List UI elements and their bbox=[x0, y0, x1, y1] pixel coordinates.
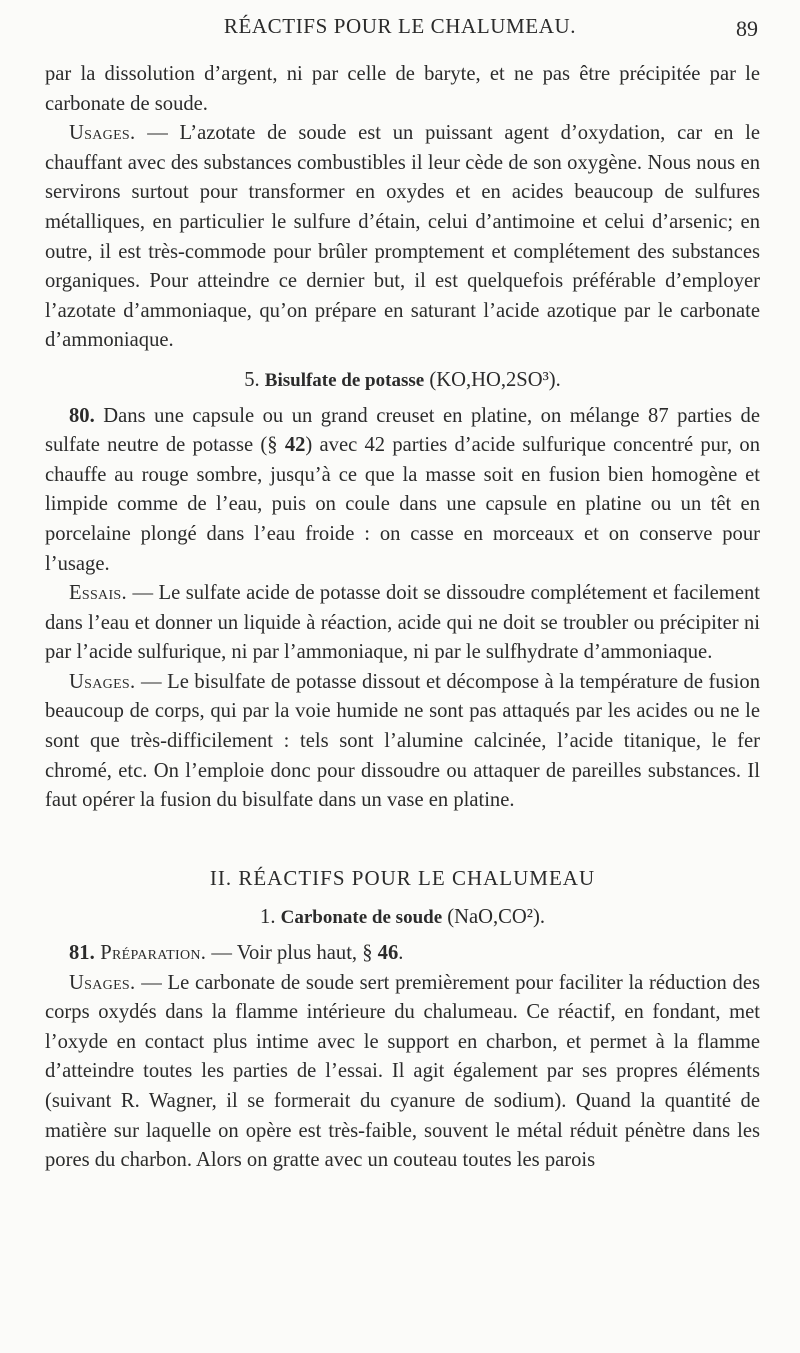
label-usages: Usages. bbox=[69, 670, 136, 693]
paragraph-usages-azotate: Usages. — L’azotate de soude est un puissant agent d’oxydation, car en le chauffant avec des substances combustibles il leur cède de son oxygène. Nous nous en servirons surtout pour transformer en oxydes et en acides beaucoup de sulfures métalliques, en particulier le sulfure d’étain, celui d’antimoine et celui d’arsenic; en outre, il est très-commode pour brûler promptement et complétement des substances organiques. Pour atteindre ce dernier but, il est quelquefois préférable d’employer l’azotate d’ammoniaque, qu’on prépare en saturant l’acide azotique par le carbonate d’ammoniaque. bbox=[45, 122, 760, 352]
label-usages: Usages. bbox=[69, 971, 136, 994]
label-usages: Usages. bbox=[69, 122, 136, 145]
heading-carbonate: 1. Carbonate de soude (NaO,CO²). bbox=[260, 906, 545, 929]
paragraph-81: 81. Préparation. — Voir plus haut, § 46. bbox=[69, 942, 404, 965]
section-ref: 46 bbox=[377, 942, 399, 965]
section-ref: 42 bbox=[284, 434, 306, 457]
paragraph-number: 81. bbox=[69, 942, 95, 965]
paragraph-usages-bisulfate: Usages. — Le bisulfate de potasse dissout et décompose à la température de fusion beaucoup de corps, qui par la voie humide ne sont pas attaqués par les acides ou ne le sont que très-difficilement : tels sont l’alumine calcinée, l’acide titanique, le fer chromé, etc. On l’emploie donc pour dissoudre ou attaquer de pareilles substances. Il faut opérer la fusion du bisulfate dans un vase en platine. bbox=[45, 670, 760, 812]
label-preparation: Préparation. bbox=[94, 942, 207, 965]
label-essais: Essais. bbox=[69, 582, 127, 605]
paragraph-continuation: par la dissolution d’argent, ni par celle de baryte, et ne pas être précipitée par le carbonate de soude. bbox=[45, 63, 760, 115]
page-number: 89 bbox=[736, 16, 758, 41]
section-heading: II. RÉACTIFS POUR LE CHALUMEAU bbox=[209, 865, 596, 890]
running-title: RÉACTIFS POUR LE CHALUMEAU. bbox=[223, 14, 577, 38]
paragraph-usages-carbonate: Usages. — Le carbonate de soude sert premièrement pour faciliter la réduction des corps oxydés dans la flamme intérieure du chalumeau. Ce réactif, en fondant, met l’oxyde en contact plus intime avec le support en charbon, et permet à la flamme d’atteindre toutes les parties de l’essai. Il agit également par ses propres éléments (suivant R. Wagner, il se formerait du cyanure de sodium). Quand la quantité de matière sur laquelle on opère est très-faible, souvent le métal réduit pénètre dans les pores du charbon. Alors on gratte avec un couteau toutes les parois bbox=[45, 971, 760, 1172]
page-body bbox=[45, 60, 760, 1176]
paragraph-number: 80. bbox=[69, 404, 95, 427]
heading-bisulfate: 5. Bisulfate de potasse (KO,HO,2SO³). bbox=[244, 368, 561, 391]
paragraph-essais: Essais. — Le sulfate acide de potasse doit se dissoudre complétement et facilement dans l’eau et donner un liquide à réaction, acide qui ne doit se troubler ou précipiter ni par l’acide sulfurique, ni par l’ammoniaque, ni par le sulfhydrate d’ammoniaque. bbox=[45, 582, 760, 664]
paragraph-80: 80. Dans une capsule ou un grand creuset en platine, on mélange 87 parties de sulfate neutre de potasse (§ 42) avec 42 parties d’acide sulfurique concentré pur, on chauffe au rouge sombre, jusqu’à ce que la masse soit en fusion bien homogène et limpide comme de l’eau, puis on coule dans une capsule en platine ou un têt en porcelaine plongé dans l’eau froide : on casse en morceaux et on conserve pour l’usage. bbox=[45, 404, 760, 575]
